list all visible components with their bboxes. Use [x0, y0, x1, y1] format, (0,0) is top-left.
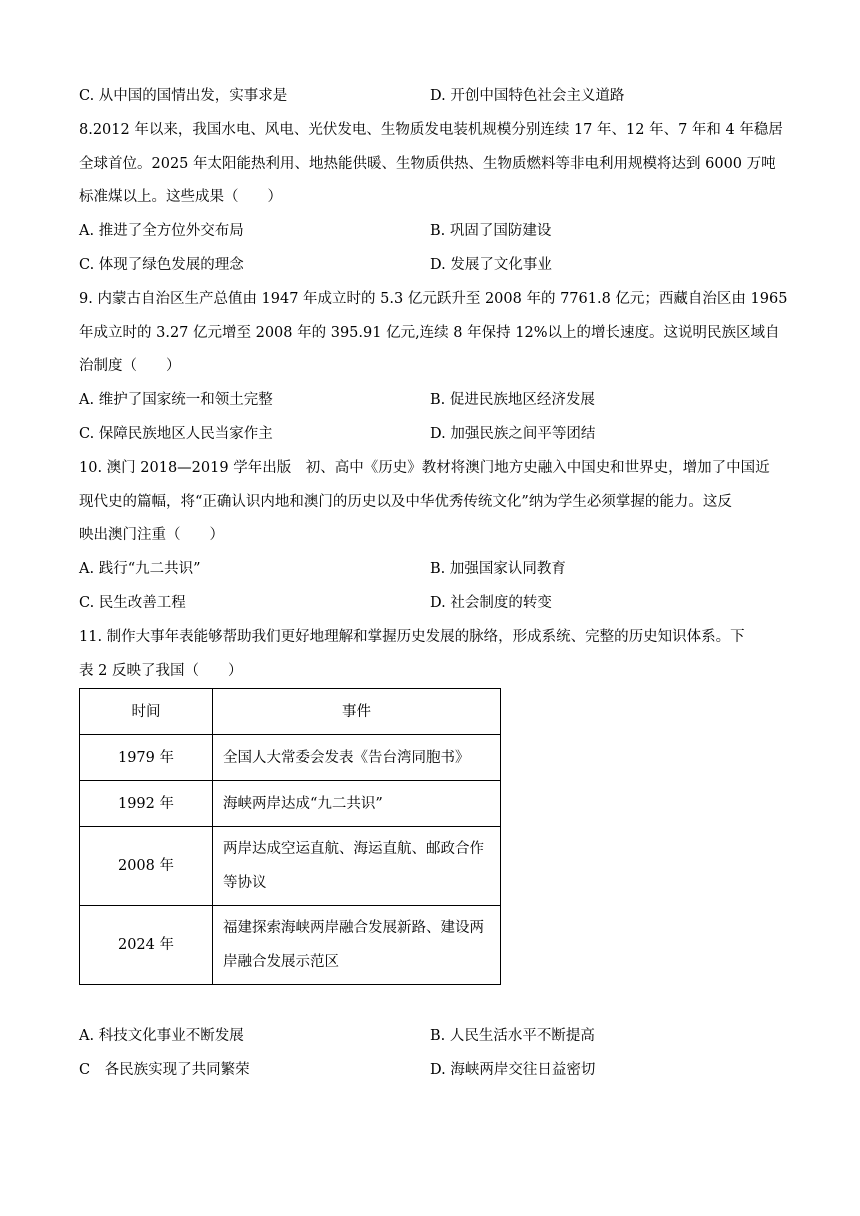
chronology-table [79, 688, 501, 985]
table-cell-event-line: 全国人大常委会发表《告台湾同胞书》 [223, 749, 470, 766]
q10-option-b: B. 加强国家认同教育 [430, 561, 566, 577]
table-cell-time: 2024 年 [80, 906, 213, 985]
table-cell-event-line: 岸融合发展示范区 [223, 954, 339, 970]
table-row [80, 906, 501, 985]
q8-option-d: D. 发展了文化事业 [430, 257, 552, 273]
table-cell-event [213, 906, 501, 985]
q9-stem-line-3: 治制度（ ） [79, 358, 181, 374]
q8-option-a: A. 推进了全方位外交布局 [79, 223, 244, 239]
q8-stem-line-1: 8.2012 年以来，我国水电、风电、光伏发电、生物质发电装机规模分别连续 17 年、12 年、7 年和 4 年稳居 [79, 122, 783, 138]
table-row [80, 781, 501, 827]
q10-stem-line-3: 映出澳门注重（ ） [79, 527, 224, 543]
q8-stem-line-2: 全球首位。2025 年太阳能热利用、地热能供暖、生物质供热、生物质燃料等非电利用规模将达到 6000 万吨 [79, 156, 776, 172]
q10-stem-line-1: 10. 澳门 2018—2019 学年出版 初、高中《历史》教材将澳门地方史融入中国史和世界史，增加了中国近 [79, 460, 770, 476]
q9-option-b: B. 促进民族地区经济发展 [430, 392, 595, 408]
table-cell-event [213, 735, 501, 781]
q9-option-d: D. 加强民族之间平等团结 [430, 426, 596, 442]
q11-stem-line-2: 表 2 反映了我国（ ） [79, 663, 243, 679]
table-header-time: 时间 [80, 689, 213, 735]
table-cell-time: 1979 年 [80, 735, 213, 781]
q11-option-b: B. 人民生活水平不断提高 [430, 1028, 595, 1044]
q10-option-a: A. 践行“九二共识” [79, 561, 201, 577]
table-header-row [80, 689, 501, 735]
q8-option-c: C. 体现了绿色发展的理念 [79, 257, 244, 273]
table-row [80, 827, 501, 906]
table-cell-event-line: 海峡两岸达成“九二共识” [223, 795, 383, 812]
table-cell-time: 2008 年 [80, 827, 213, 906]
q9-option-a: A. 维护了国家统一和领土完整 [79, 392, 273, 408]
table-cell-event-line: 福建探索海峡两岸融合发展新路、建设两 [223, 920, 484, 936]
q9-stem-line-2: 年成立时的 3.27 亿元增至 2008 年的 395.91 亿元,连续 8 年保持 12%以上的增长速度。这说明民族区域自 [79, 325, 780, 341]
table-cell-event-line: 等协议 [223, 875, 267, 891]
q9-stem-line-1: 9. 内蒙古自治区生产总值由 1947 年成立时的 5.3 亿元跃升至 2008 年的 7761.8 亿元；西藏自治区由 1965 [79, 291, 788, 307]
q11-option-d: D. 海峡两岸交往日益密切 [430, 1062, 596, 1078]
q11-option-c: C 各民族实现了共同繁荣 [79, 1062, 250, 1078]
q10-option-c: C. 民生改善工程 [79, 595, 186, 611]
table-row [80, 735, 501, 781]
table-cell-time: 1992 年 [80, 781, 213, 827]
table-cell-event [213, 781, 501, 827]
q9-option-c: C. 保障民族地区人民当家作主 [79, 426, 273, 442]
table-header-event: 事件 [213, 689, 501, 735]
q7-option-c: C. 从中国的国情出发，实事求是 [79, 88, 288, 104]
q7-option-d: D. 开创中国特色社会主义道路 [430, 88, 625, 104]
q8-stem-line-3: 标准煤以上。这些成果（ ） [79, 189, 282, 205]
q11-option-a: A. 科技文化事业不断发展 [79, 1028, 244, 1044]
table-cell-event [213, 827, 501, 906]
q8-option-b: B. 巩固了国防建设 [430, 223, 552, 239]
q10-option-d: D. 社会制度的转变 [430, 595, 552, 611]
q10-stem-line-2: 现代史的篇幅，将“正确认识内地和澳门的历史以及中华优秀传统文化”纳为学生必须掌握的能力。这反 [79, 494, 732, 510]
q11-stem-line-1: 11. 制作大事年表能够帮助我们更好地理解和掌握历史发展的脉络，形成系统、完整的历史知识体系。下 [79, 629, 745, 645]
table-cell-event-line: 两岸达成空运直航、海运直航、邮政合作 [223, 841, 484, 857]
